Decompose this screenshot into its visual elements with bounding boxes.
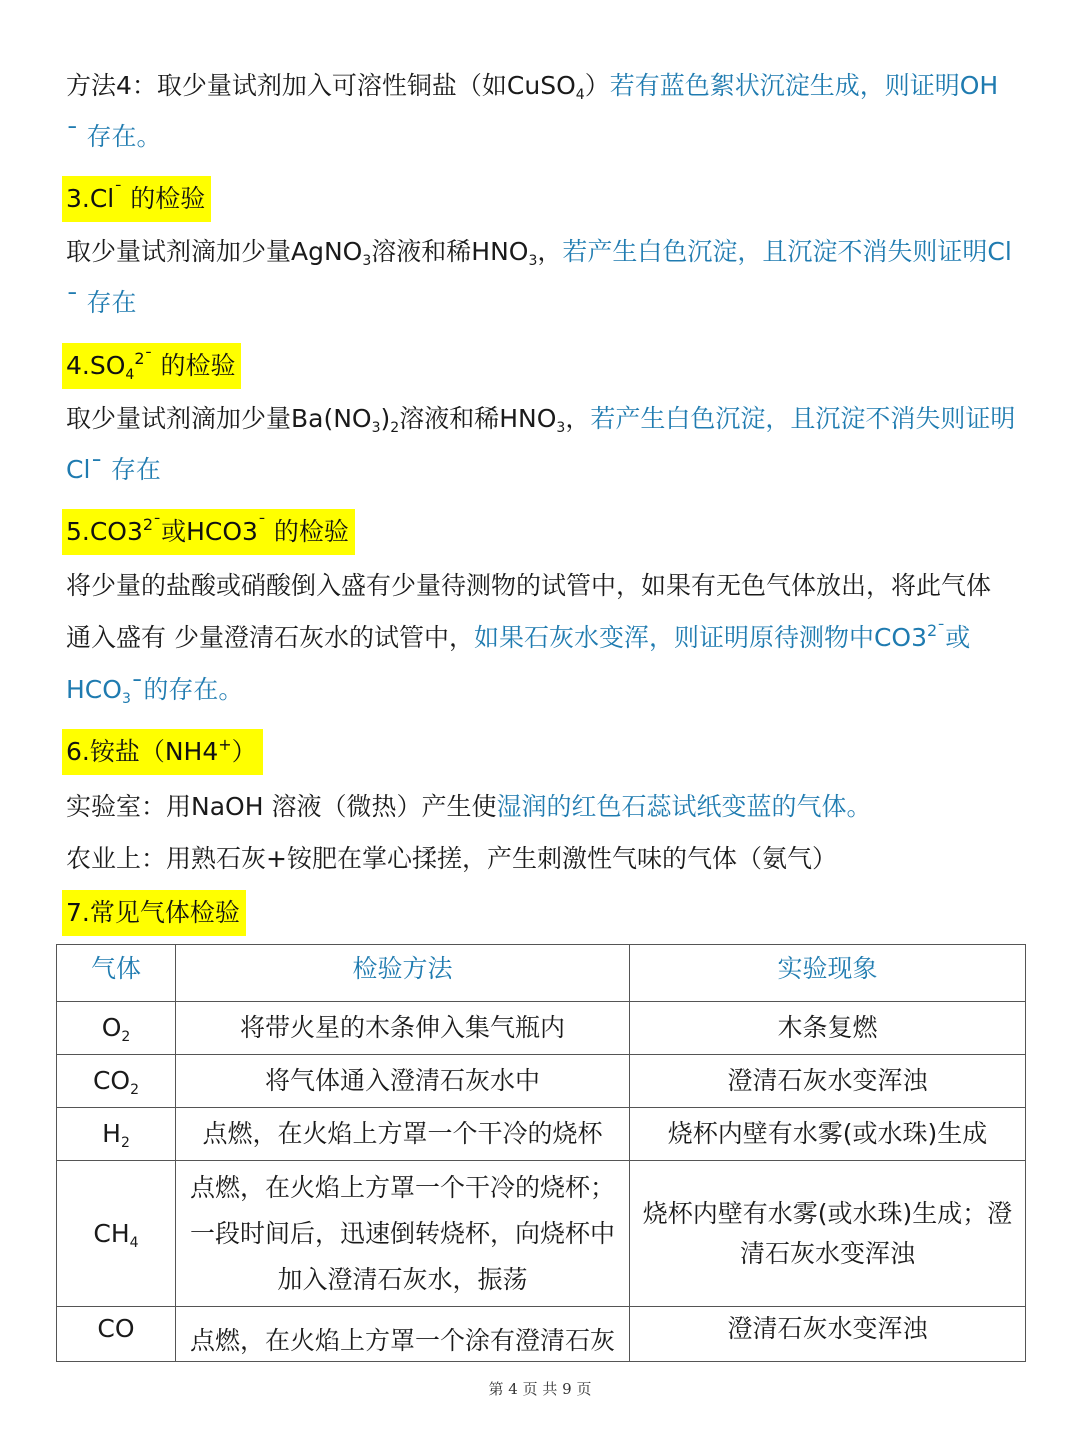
method-cell: 将带火星的木条伸入集气瓶内 (176, 1002, 630, 1055)
table-row (57, 1307, 1026, 1362)
table-row (57, 1108, 1026, 1161)
table-header-row (57, 945, 1026, 1002)
gas-cell: CO (57, 1307, 176, 1362)
method-cell: 点燃，在火焰上方罩一个涂有澄清石灰 (176, 1307, 630, 1362)
result-cell: 烧杯内壁有水雾(或水珠)生成；澄 清石灰水变浑浊 (630, 1161, 1026, 1307)
method-cell: 点燃，在火焰上方罩一个干冷的烧杯 (176, 1108, 630, 1161)
carbonate-test-line-2: 通入盛有 少量澄清石灰水的试管中，如果石灰水变浑，则证明原待测物中$CO3^{2¯}$或 (66, 621, 971, 652)
page-number-footer: 第 4 页 共 9 页 (488, 1380, 592, 1398)
header-gas: 气体 (57, 945, 176, 1002)
result-cell: 烧杯内壁有水雾(或水珠)生成 (630, 1108, 1026, 1161)
table-row (57, 1161, 1026, 1307)
carbonate-test-line-3: $HCO_3¯$的存在。 (66, 675, 244, 707)
gas-cell: $H_2$ (57, 1108, 176, 1161)
heading-chloride-test: 3.Cl¯ 的检验 (62, 176, 211, 222)
heading-ammonium-salt: 6.铵盐（NH4+） (62, 729, 263, 775)
chloride-test-continuation: ¯ 存在 (66, 288, 137, 317)
heading-carbonate-test: $5.CO3^{2¯}$或HCO3¯ 的检验 (62, 509, 355, 555)
method-cell: 点燃，在火焰上方罩一个干冷的烧杯； 一段时间后，迅速倒转烧杯，向烧杯中 加入澄清石灰水，振荡 (176, 1161, 630, 1307)
method4-line: 方法4：取少量试剂加入可溶性铜盐（如CuSO$_4$）若有蓝色絮状沉淀生成，则证明OH (66, 71, 999, 103)
result-cell: 澄清石灰水变浑浊 (630, 1307, 1026, 1362)
ammonium-agriculture-line: 农业上：用熟石灰+铵肥在掌心揉搓，产生刺激性气味的气体（氨气） (66, 844, 837, 873)
gas-cell: $CH_4$ (57, 1161, 176, 1307)
ammonium-lab-line: 实验室：用NaOH 溶液（微热）产生使湿润的红色石蕊试纸变蓝的气体。 (66, 792, 872, 821)
table-row (57, 1055, 1026, 1108)
table-row (57, 1002, 1026, 1055)
header-method: 检验方法 (176, 945, 630, 1002)
heading-sulfate-test: $4.SO_4^{2¯}$ 的检验 (62, 343, 241, 389)
header-result: 实验现象 (630, 945, 1026, 1002)
method4-continuation: ¯ 存在。 (66, 122, 162, 151)
gas-test-table (56, 944, 1026, 1362)
heading-common-gas-tests: 7.常见气体检验 (62, 890, 246, 936)
carbonate-test-line-1: 将少量的盐酸或硝酸倒入盛有少量待测物的试管中，如果有无色气体放出，将此气体 (66, 571, 992, 600)
gas-cell: $O_2$ (57, 1002, 176, 1055)
gas-cell: $CO_2$ (57, 1055, 176, 1108)
chloride-test-line: 取少量试剂滴加少量AgNO$_3$溶液和稀$HNO_3$，若产生白色沉淀，且沉淀不消失则证明Cl (66, 237, 1012, 269)
sulfate-test-continuation: Cl¯ 存在 (66, 455, 161, 484)
result-cell: 澄清石灰水变浑浊 (630, 1055, 1026, 1108)
sulfate-test-line: 取少量试剂滴加少量$Ba(NO_3)_2$溶液和稀$HNO_3$，若产生白色沉淀，且沉淀不消失则证明 (66, 404, 1016, 436)
method-cell: 将气体通入澄清石灰水中 (176, 1055, 630, 1108)
result-cell: 木条复燃 (630, 1002, 1026, 1055)
